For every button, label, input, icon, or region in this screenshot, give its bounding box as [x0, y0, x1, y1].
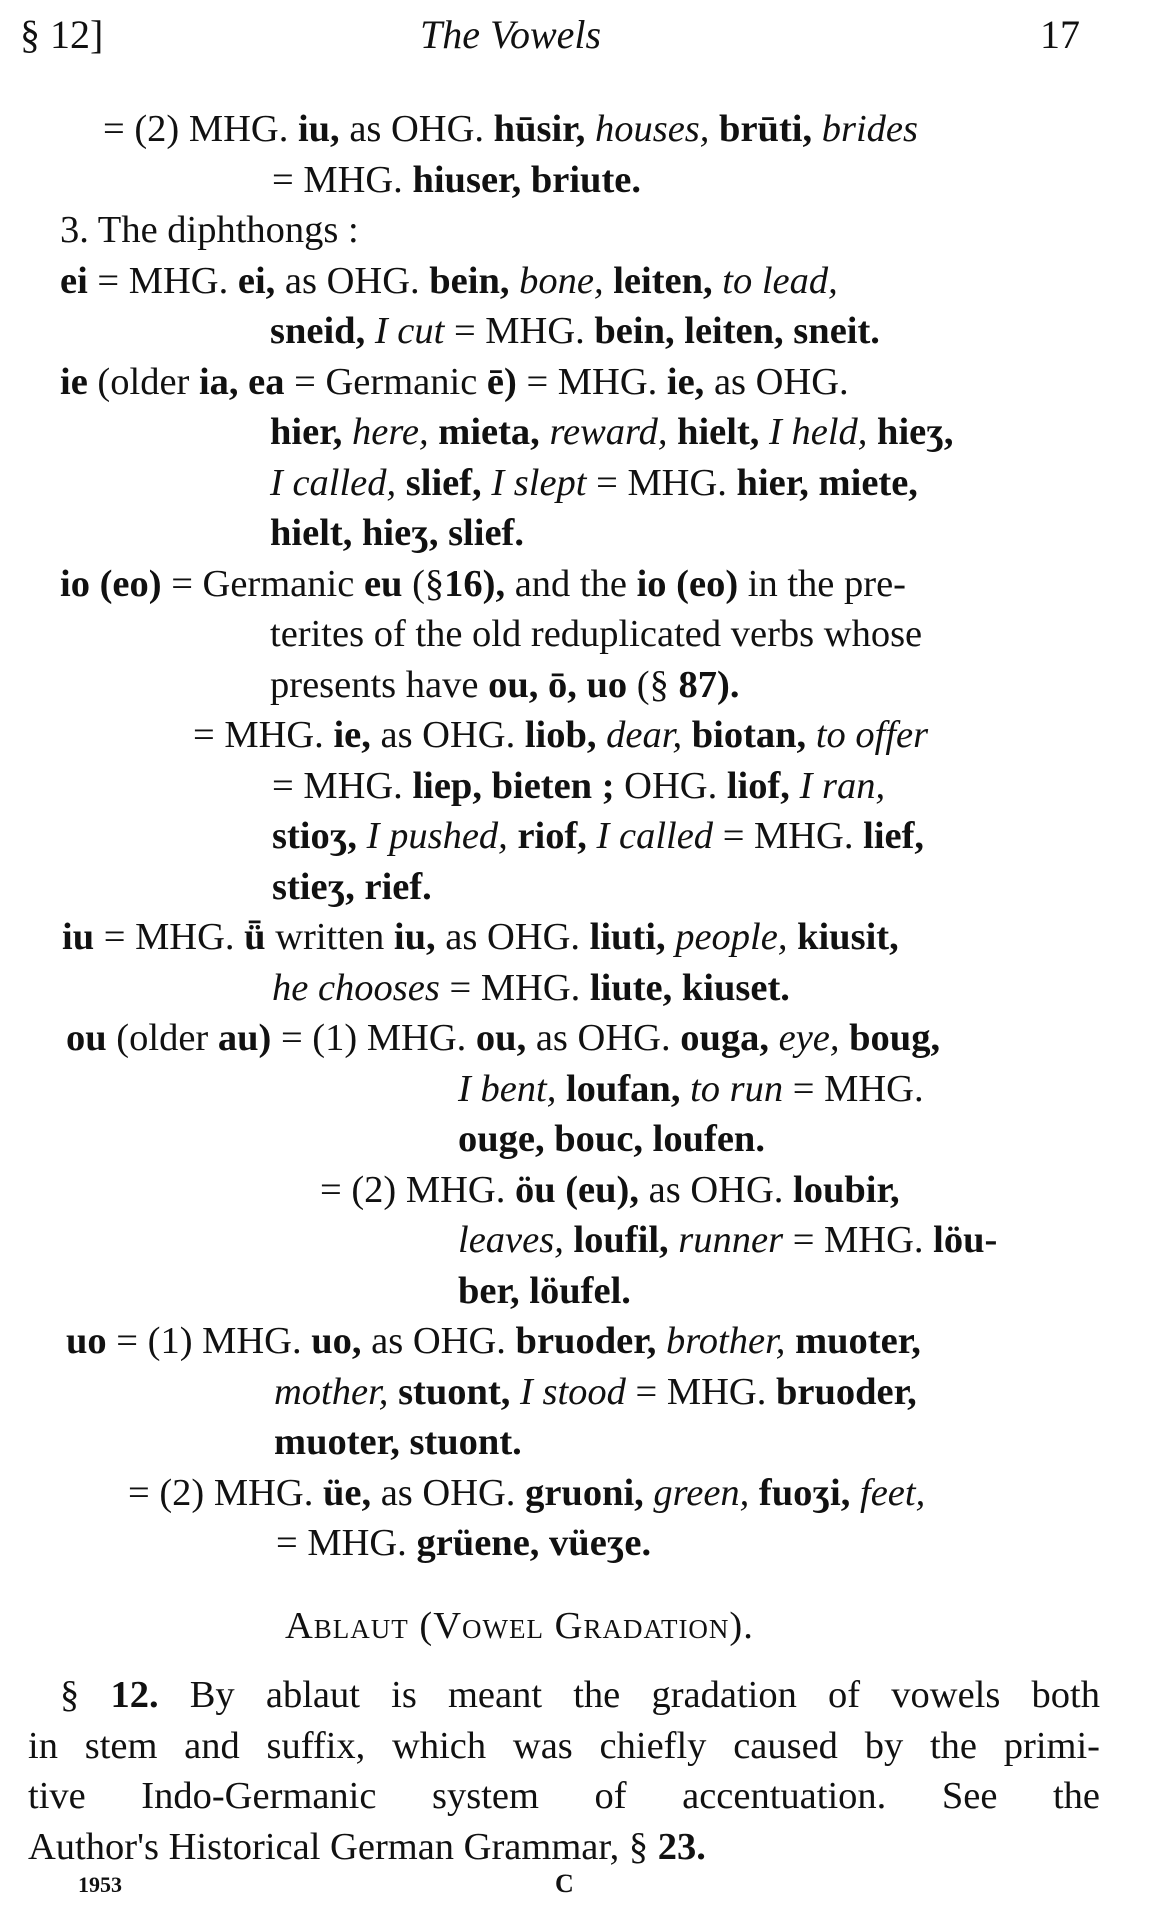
gloss-italic: I pushed, [357, 815, 508, 857]
form-bold: muoter, [785, 1320, 921, 1362]
text-line [60, 559, 906, 609]
text-line [60, 357, 849, 407]
gloss-italic: bone, [509, 260, 604, 302]
text-line [270, 508, 524, 558]
text-line [66, 1013, 940, 1063]
form-bold: ouga, [680, 1017, 769, 1059]
form-bold: stuont, [388, 1371, 511, 1413]
gloss-italic: leaves, [458, 1219, 564, 1261]
text-line [458, 1266, 631, 1316]
text-run: in stem and suffix, which was chiefly caused by the primi- [28, 1725, 1100, 1767]
text-run: = MHG. [94, 916, 245, 958]
text-run: as OHG. [370, 714, 525, 756]
text-line [274, 1367, 917, 1417]
text-line [66, 1316, 921, 1366]
form-bold: 16), [444, 563, 506, 605]
gloss-italic: I held, [759, 411, 868, 453]
form-bold: ie [60, 361, 88, 403]
form-bold: kiusit, [787, 916, 899, 958]
text-line [193, 710, 928, 760]
text-run: = MHG. [713, 815, 864, 857]
paragraph-line [60, 1670, 1100, 1720]
form-bold: uo, [311, 1320, 362, 1362]
text-line [60, 256, 838, 306]
text-line [270, 609, 922, 659]
form-bold: liep, bieten ; [412, 765, 615, 807]
text-run: as OHG. [361, 1320, 516, 1362]
text-run: = MHG. [87, 260, 238, 302]
form-bold: sneid, [270, 310, 366, 352]
text-line [272, 761, 885, 811]
form-bold: löu- [933, 1219, 998, 1261]
text-run: = MHG. [439, 967, 590, 1009]
text-run: = MHG. [276, 1522, 417, 1564]
gloss-italic: to lead, [712, 260, 838, 302]
form-bold: au) [217, 1017, 272, 1059]
gloss-italic: I slept [481, 462, 587, 504]
text-run: By ablaut is meant the gradation of vowels both [158, 1674, 1100, 1716]
gloss-italic: I stood [510, 1371, 626, 1413]
text-line [270, 306, 880, 356]
gloss-italic: feet, [850, 1472, 926, 1514]
text-run: = MHG. [272, 159, 413, 201]
form-bold: eu [363, 563, 403, 605]
gloss-italic: I called, [270, 462, 397, 504]
text-line [320, 1165, 900, 1215]
text-run: § [60, 1674, 111, 1716]
text-run: = (2) MHG. [320, 1169, 515, 1211]
form-bold: hūsir, [493, 108, 586, 150]
gloss-italic: runner [668, 1219, 784, 1261]
text-run: = (1) MHG. [106, 1320, 312, 1362]
form-bold: ber, löufel. [458, 1270, 631, 1312]
section-number: 12. [110, 1674, 159, 1716]
form-bold: slief, [396, 462, 482, 504]
text-run: in the pre- [738, 563, 906, 605]
text-run: as OHG. [275, 260, 430, 302]
text-run: presents have [270, 664, 489, 706]
form-bold: ie, [333, 714, 371, 756]
text-run: as OHG. [704, 361, 849, 403]
text-line [270, 660, 739, 710]
form-bold: liute, kiuset. [589, 967, 790, 1009]
text-line [270, 407, 954, 457]
text-line [458, 1064, 924, 1114]
form-bold: ia, ea [198, 361, 285, 403]
text-run: = MHG. [516, 361, 667, 403]
text-run: = MHG. [193, 714, 334, 756]
form-bold: üe, [322, 1472, 372, 1514]
text-run: and the [505, 563, 637, 605]
form-bold: iu, [297, 108, 340, 150]
text-run: = MHG. [783, 1068, 924, 1110]
form-bold: hiuser, briute. [412, 159, 641, 201]
text-run: written [265, 916, 394, 958]
gloss-italic: eye, [769, 1017, 840, 1059]
form-bold: boug, [839, 1017, 941, 1059]
form-bold: riof, [507, 815, 587, 857]
printer-code: 1953 [78, 1872, 122, 1897]
form-bold: liof, [726, 765, 790, 807]
text-run: = (2) MHG. [103, 108, 298, 150]
form-bold: bruoder, [775, 1371, 917, 1413]
form-bold: bein, leiten, sneit. [594, 310, 880, 352]
text-run: (older [87, 361, 199, 403]
text-line [62, 912, 899, 962]
paragraph-line [28, 1771, 1100, 1821]
form-bold: iu [62, 916, 95, 958]
signature-mark: C [555, 1869, 574, 1898]
form-bold: fuoʒi, [749, 1472, 851, 1514]
text-run: tive Indo-Germanic system of accentuation. See the [28, 1775, 1100, 1817]
text-run: = MHG. [444, 310, 595, 352]
text-line [272, 862, 432, 912]
gloss-italic: brides [812, 108, 918, 150]
gloss-italic: I bent, [458, 1068, 557, 1110]
form-bold: 87). [678, 664, 740, 706]
form-bold: hieʒ, [867, 411, 954, 453]
form-bold: ie, [666, 361, 705, 403]
form-bold: uo [66, 1320, 107, 1362]
text-run: 3. The diphthongs : [60, 209, 359, 251]
gloss-italic: here, [342, 411, 429, 453]
gloss-italic: green, [643, 1472, 750, 1514]
text-run: = (2) MHG. [128, 1472, 323, 1514]
gloss-italic: he chooses [272, 967, 440, 1009]
gloss-italic: reward, [539, 411, 668, 453]
text-line [274, 1417, 522, 1467]
text-run: (§ [402, 563, 445, 605]
section-heading: Ablaut (Vowel Gradation). [285, 1605, 754, 1647]
form-bold: bein, [429, 260, 510, 302]
form-bold: hier, miete, [736, 462, 918, 504]
form-bold: mieta, [428, 411, 540, 453]
form-bold: ei, [237, 260, 276, 302]
text-run: = MHG. [586, 462, 737, 504]
text-line [272, 811, 924, 861]
form-bold: biotan, [682, 714, 807, 756]
paragraph-line [28, 1721, 1100, 1771]
form-bold: hielt, hieʒ, slief. [270, 512, 524, 554]
text-run: as OHG. [371, 1472, 526, 1514]
paragraph-line [28, 1822, 706, 1872]
form-bold: gruoni, [525, 1472, 644, 1514]
form-bold: loufan, [556, 1068, 681, 1110]
form-bold: ǖ [244, 916, 266, 958]
text-line [458, 1215, 997, 1265]
gloss-italic: brother, [656, 1320, 786, 1362]
form-bold: stioʒ, [272, 815, 358, 857]
gloss-italic: people, [665, 916, 788, 958]
form-bold: hielt, [667, 411, 760, 453]
gloss-italic: to run [680, 1068, 784, 1110]
gloss-italic: houses, [585, 108, 710, 150]
section-number: 23. [657, 1826, 706, 1868]
form-bold: liob, [524, 714, 597, 756]
text-run: = (1) MHG. [271, 1017, 476, 1059]
form-bold: lief, [863, 815, 925, 857]
form-bold: leiten, [603, 260, 713, 302]
text-run: terites of the old reduplicated verbs whose [270, 613, 923, 655]
page-number: 17 [1040, 12, 1080, 57]
form-bold: hier, [270, 411, 343, 453]
text-run: = Germanic [161, 563, 364, 605]
text-run: = Germanic [284, 361, 487, 403]
form-bold: io (eo) [60, 563, 162, 605]
text-run: = MHG. [272, 765, 413, 807]
running-title: The Vowels [420, 12, 602, 57]
text-line [128, 1468, 925, 1518]
form-bold: brūti, [709, 108, 813, 150]
form-bold: ei [60, 260, 88, 302]
text-line [60, 205, 359, 255]
text-run: as OHG. [435, 916, 590, 958]
text-run: Author's Historical German Grammar, § [28, 1826, 658, 1868]
gloss-italic: to offer [806, 714, 929, 756]
text-line [272, 963, 790, 1013]
form-bold: grüene, vüeʒe. [416, 1522, 652, 1564]
text-run: OHG. [614, 765, 727, 807]
gloss-italic: I called [586, 815, 714, 857]
gloss-italic: I ran, [789, 765, 886, 807]
text-line [270, 458, 918, 508]
form-bold: liuti, [589, 916, 666, 958]
form-bold: muoter, stuont. [274, 1421, 522, 1463]
form-bold: öu (eu), [514, 1169, 640, 1211]
text-run: as OHG. [639, 1169, 793, 1211]
text-line [103, 104, 918, 154]
form-bold: stieʒ, rief. [272, 866, 432, 908]
text-run: as OHG. [526, 1017, 681, 1059]
text-run: as OHG. [339, 108, 494, 150]
form-bold: loufil, [563, 1219, 669, 1261]
form-bold: bruoder, [515, 1320, 657, 1362]
gloss-italic: dear, [596, 714, 683, 756]
form-bold: iu, [393, 916, 436, 958]
form-bold: ou, ō, uo [488, 664, 628, 706]
form-bold: ou, [475, 1017, 527, 1059]
text-line [276, 1518, 651, 1568]
text-run: (§ [627, 664, 679, 706]
text-line [458, 1114, 765, 1164]
form-bold: loubir, [793, 1169, 900, 1211]
header-section-ref: § 12] [20, 12, 104, 57]
form-bold: ouge, bouc, loufen. [458, 1118, 765, 1160]
text-run: = MHG. [783, 1219, 934, 1261]
gloss-italic: mother, [274, 1371, 389, 1413]
gloss-italic: I cut [365, 310, 445, 352]
text-run: = MHG. [625, 1371, 776, 1413]
form-bold: ou [66, 1017, 107, 1059]
text-run: (older [106, 1017, 218, 1059]
form-bold: ē) [486, 361, 517, 403]
form-bold: io (eo) [636, 563, 739, 605]
text-line [272, 155, 641, 205]
